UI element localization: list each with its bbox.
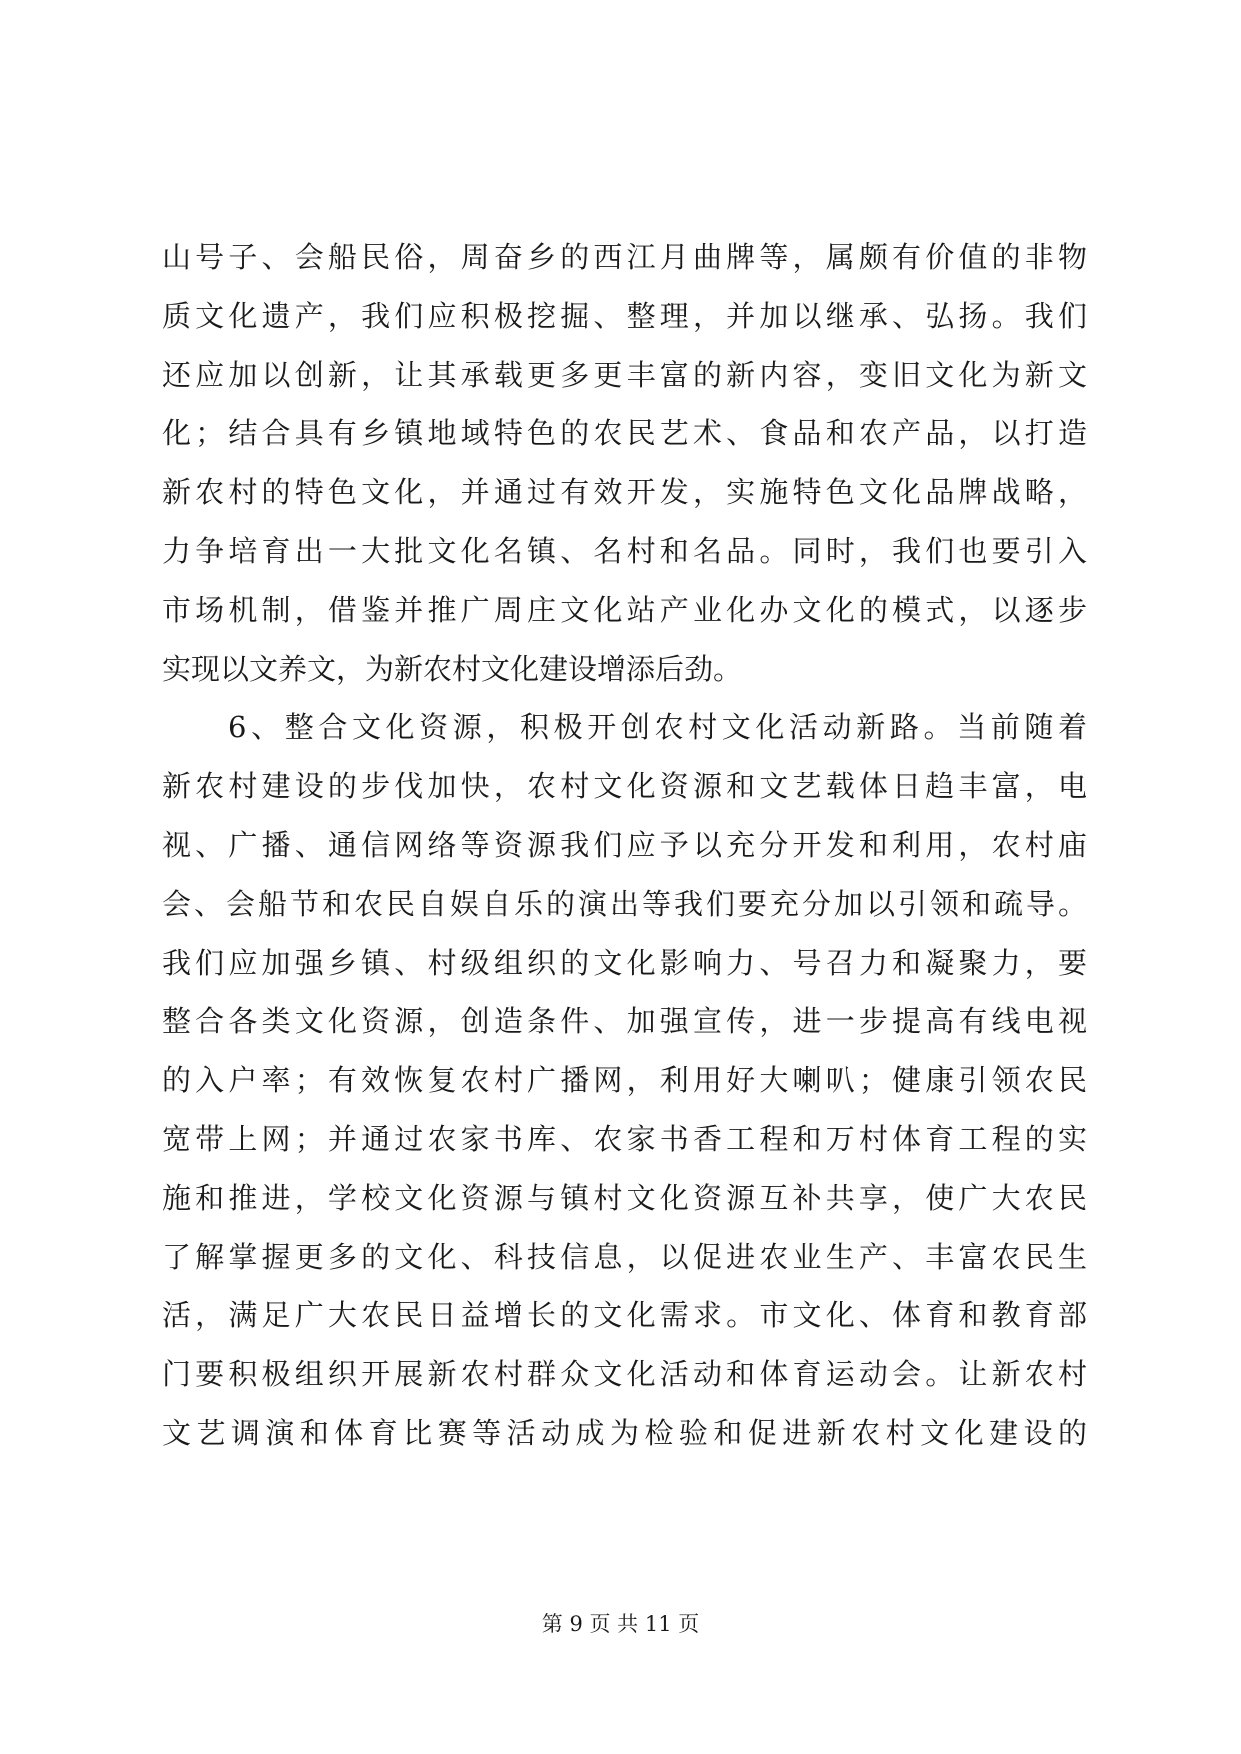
text-line: 还应加以创新，让其承载更多更丰富的新内容，变旧文化为新文 bbox=[162, 357, 1087, 392]
text-line: 山号子、会船民俗，周奋乡的西江月曲牌等，属颇有价值的非物 bbox=[162, 240, 1087, 274]
text-line: 我们应加强乡镇、村级组织的文化影响力、号召力和凝聚力，要 bbox=[162, 945, 1087, 980]
text-line: 了解掌握更多的文化、科技信息，以促进农业生产、丰富农民生 bbox=[162, 1239, 1087, 1274]
text-line: 新农村建设的步伐加快，农村文化资源和文艺载体日趋丰富，电 bbox=[162, 769, 1087, 804]
text-line: 会、会船节和农民自娱自乐的演出等我们要充分加以引领和疏导。 bbox=[162, 886, 1087, 921]
text-line: 文艺调演和体育比赛等活动成为检验和促进新农村文化建设的 bbox=[162, 1415, 1087, 1450]
page-number-footer: 第 9 页 共 11 页 bbox=[541, 1612, 700, 1636]
text-line: 施和推进，学校文化资源与镇村文化资源互补共享，使广大农民 bbox=[162, 1180, 1087, 1215]
text-line: 化；结合具有乡镇地域特色的农民艺术、食品和农产品，以打造 bbox=[162, 416, 1087, 451]
body-text bbox=[162, 228, 1087, 1463]
text-line: 活，满足广大农民日益增长的文化需求。市文化、体育和教育部 bbox=[162, 1298, 1087, 1333]
text-line: 实现以文养文，为新农村文化建设增添后劲。 bbox=[162, 651, 743, 686]
text-line: 整合各类文化资源，创造条件、加强宣传，进一步提高有线电视 bbox=[162, 1004, 1087, 1039]
text-line: 新农村的特色文化，并通过有效开发，实施特色文化品牌战略， bbox=[162, 475, 1087, 510]
text-line: 力争培育出一大批文化名镇、名村和名品。同时，我们也要引入 bbox=[162, 533, 1087, 568]
text-line: 门要积极组织开展新农村群众文化活动和体育运动会。让新农村 bbox=[162, 1357, 1087, 1392]
paragraph-start-line: 6、整合文化资源，积极开创农村文化活动新路。当前随着 bbox=[228, 710, 1087, 745]
text-line: 市场机制，借鉴并推广周庄文化站产业化办文化的模式，以逐步 bbox=[162, 592, 1087, 627]
text-line: 视、广播、通信网络等资源我们应予以充分开发和利用，农村庙 bbox=[162, 827, 1087, 862]
text-line: 质文化遗产，我们应积极挖掘、整理，并加以继承、弘扬。我们 bbox=[162, 298, 1087, 333]
text-line: 的入户率；有效恢复农村广播网，利用好大喇叭；健康引领农民 bbox=[162, 1063, 1087, 1098]
text-line: 宽带上网；并通过农家书库、农家书香工程和万村体育工程的实 bbox=[162, 1121, 1087, 1156]
